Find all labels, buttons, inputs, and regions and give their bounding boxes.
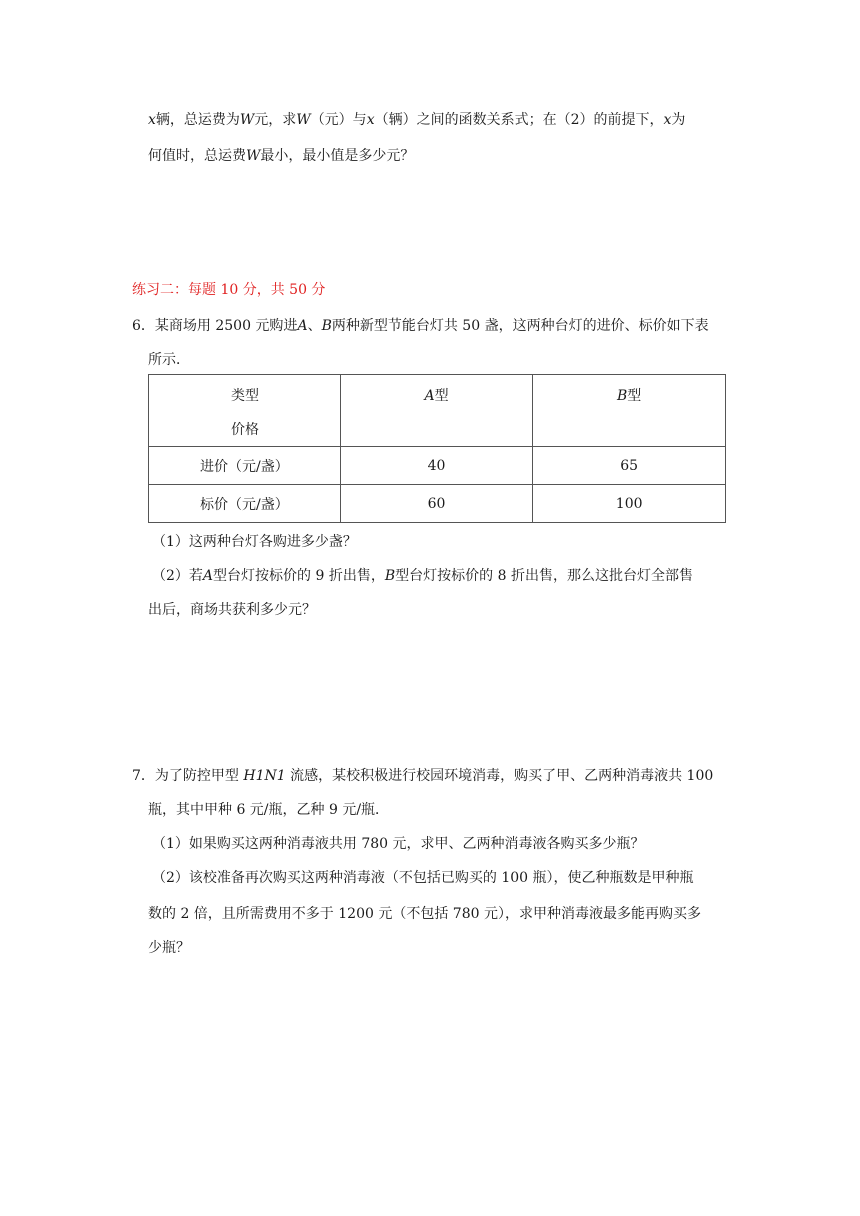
var-w: W — [296, 112, 311, 128]
table-corner-cell — [149, 375, 341, 447]
table-row — [149, 447, 726, 485]
var-b: B — [384, 568, 396, 584]
column-header-a — [340, 375, 533, 447]
q6-sub-2-line-1 — [152, 566, 693, 586]
q6-text: （2）若 — [152, 568, 203, 584]
var-x: x — [366, 112, 375, 128]
q6-text: 两种新型节能台灯共 50 盏，这两种台灯的进价、标价如下表 — [331, 318, 709, 334]
var-a: A — [424, 388, 435, 404]
q7-line-2: 瓶，其中甲种 6 元/瓶，乙种 9 元/瓶． — [148, 802, 390, 818]
var-a: A — [297, 318, 308, 334]
q5-text: 何值时，总运费 — [148, 148, 246, 164]
row-label: 标价（元/盏） — [149, 485, 341, 523]
corner-type-label: 类型 — [231, 388, 259, 404]
q5-text: （辆）之间的函数关系式；在（2）的前提下， — [374, 112, 664, 128]
q6-line-1 — [132, 316, 709, 336]
cell-a: 60 — [340, 485, 533, 523]
column-suffix: 型 — [434, 388, 449, 404]
q6-sub-1: （1）这两种台灯各购进多少盏？ — [152, 534, 357, 550]
q6-text: 型台灯按标价的 9 折出售， — [213, 568, 385, 584]
cell-a: 40 — [340, 447, 533, 485]
price-table — [148, 374, 726, 523]
var-a: A — [202, 568, 214, 584]
q7-text: 流感，某校积极进行校园环境消毒，购买了甲、乙两种消毒液共 100 — [290, 768, 714, 784]
q5-line-1 — [148, 110, 685, 130]
q7-text: 7．为了防控甲型 — [132, 768, 239, 784]
var-b: B — [617, 388, 628, 404]
q5-text: 为 — [671, 112, 686, 128]
q6-text: 、 — [307, 318, 322, 334]
var-h1n1: H1N1 — [243, 768, 286, 784]
var-x: x — [148, 112, 156, 128]
q6-text: 6．某商场用 2500 元购进 — [132, 318, 298, 334]
q7-sub-1: （1）如果购买这两种消毒液共用 780 元，求甲、乙两种消毒液各购买多少瓶？ — [152, 836, 645, 852]
table-header-row — [149, 375, 726, 447]
var-x: x — [663, 112, 672, 128]
q7-line-1 — [132, 766, 713, 786]
table-row — [149, 485, 726, 523]
q7-sub-2-line-2: 数的 2 倍，且所需费用不多于 1200 元（不包括 780 元），求甲种消毒液最多能再购买多 — [148, 906, 701, 922]
q5-text: 元，求 — [254, 112, 297, 128]
q6-text: 型台灯按标价的 8 折出售，那么这批台灯全部售 — [395, 568, 693, 584]
q5-text: 最小，最小值是多少元？ — [260, 148, 415, 164]
corner-price-label: 价格 — [231, 422, 259, 438]
q6-sub-2-line-2: 出后，商场共获利多少元？ — [148, 602, 316, 618]
q5-text: （元）与 — [310, 112, 367, 128]
cell-b: 100 — [533, 485, 726, 523]
var-b: B — [321, 318, 332, 334]
q5-line-2 — [148, 146, 414, 166]
column-header-b — [533, 375, 726, 447]
var-w: W — [246, 148, 261, 164]
q7-sub-2-line-3: 少瓶？ — [148, 940, 190, 956]
section-heading: 练习二：每题 10 分，共 50 分 — [132, 282, 326, 298]
q7-sub-2-line-1: （2）该校准备再次购买这两种消毒液（不包括已购买的 100 瓶），使乙种瓶数是甲种瓶 — [152, 870, 694, 886]
column-suffix: 型 — [627, 388, 642, 404]
cell-b: 65 — [533, 447, 726, 485]
q5-text: 辆，总运费为 — [155, 112, 240, 128]
var-w: W — [239, 112, 255, 128]
q6-line-2: 所示． — [148, 352, 190, 368]
row-label: 进价（元/盏） — [149, 447, 341, 485]
